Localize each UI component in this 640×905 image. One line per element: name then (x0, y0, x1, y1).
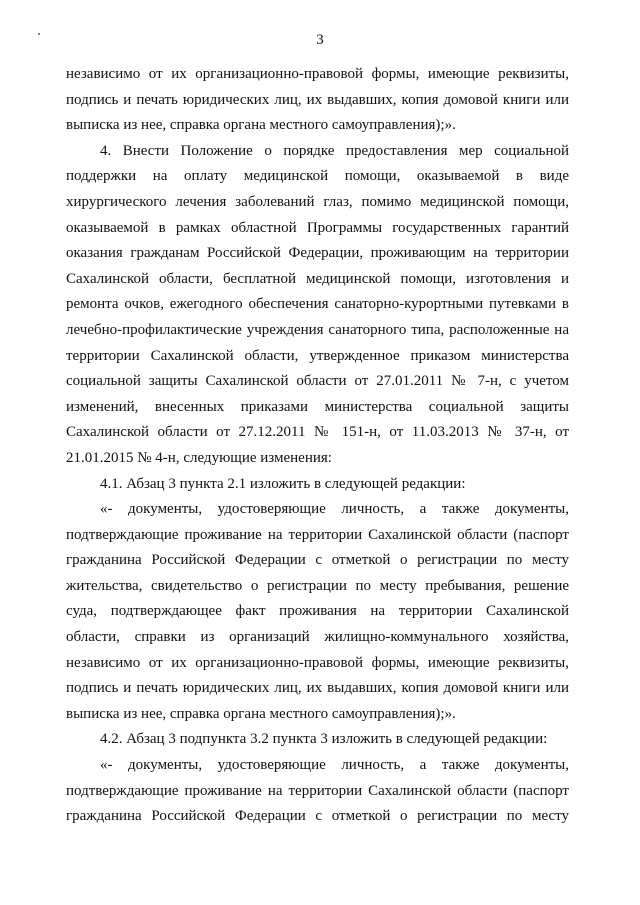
text-line: территории Сахалинской области, утвержденное приказом министерства (66, 347, 569, 364)
text-line: подпись и печать юридических лиц, их выдавших, копия домовой книги или (66, 680, 569, 697)
text-line: независимо от их организационно-правовой формы, имеющие реквизиты, (66, 654, 569, 671)
text-line: жительства, свидетельство о регистрации по месту пребывания, решение (66, 577, 569, 594)
text-line: хирургического лечения заболеваний глаз, помимо медицинской помощи, (66, 193, 569, 210)
text-line: «- документы, удостоверяющие личность, а также документы, (100, 757, 569, 774)
text-line: 4.1. Абзац 3 пункта 2.1 изложить в следующей редакции: (100, 475, 466, 492)
text-line: 21.01.2015 № 4-н, следующие изменения: (66, 449, 332, 466)
text-line: Сахалинской области, бесплатной медицинской помощи, изготовления и (66, 270, 569, 287)
text-line: выписка из нее, справка органа местного самоуправления);». (66, 705, 456, 722)
text-line: изменений, внесенных приказами министерства социальной защиты (66, 398, 569, 415)
text-line: гражданина Российской Федерации с отметкой о регистрации по месту (66, 552, 569, 569)
document-body (66, 62, 569, 830)
text-line: подпись и печать юридических лиц, их выдавших, копия домовой книги или (66, 91, 569, 108)
text-line: гражданина Российской Федерации с отметкой о регистрации по месту (66, 808, 569, 825)
text-line: оказываемой в рамках областной Программы государственных гарантий (66, 219, 569, 236)
text-line: 4. Внести Положение о порядке предоставления мер социальной (100, 142, 569, 159)
text-line: лечебно-профилактические учреждения санаторного типа, расположенные на (66, 321, 569, 338)
text-line: ремонта очков, ежегодного обеспечения санаторно-курортными путевками в (66, 296, 569, 313)
text-line: суда, подтверждающее факт проживания на территории Сахалинской (66, 603, 569, 620)
page-number: 3 (316, 32, 324, 48)
text-line: подтверждающие проживание на территории Сахалинской области (паспорт (66, 782, 569, 799)
text-line: поддержки на оплату медицинской помощи, оказываемой в виде (66, 168, 569, 185)
text-line: области, справки из организаций жилищно-коммунального хозяйства, (66, 629, 569, 646)
text-line: подтверждающие проживание на территории Сахалинской области (паспорт (66, 526, 569, 543)
text-line: 4.2. Абзац 3 подпункта 3.2 пункта 3 изложить в следующей редакции: (100, 731, 548, 748)
text-line: независимо от их организационно-правовой формы, имеющие реквизиты, (66, 66, 569, 82)
text-line: социальной защиты Сахалинской области от 27.01.2011 № 7-н, с учетом (66, 373, 569, 390)
text-line: оказания гражданам Российской Федерации, проживающим на территории (66, 245, 569, 262)
text-line: «- документы, удостоверяющие личность, а также документы, (100, 501, 569, 518)
text-line: Сахалинской области от 27.12.2011 № 151-н, от 11.03.2013 № 37-н, от (66, 424, 569, 441)
text-line: выписка из нее, справка органа местного самоуправления);». (66, 117, 456, 134)
